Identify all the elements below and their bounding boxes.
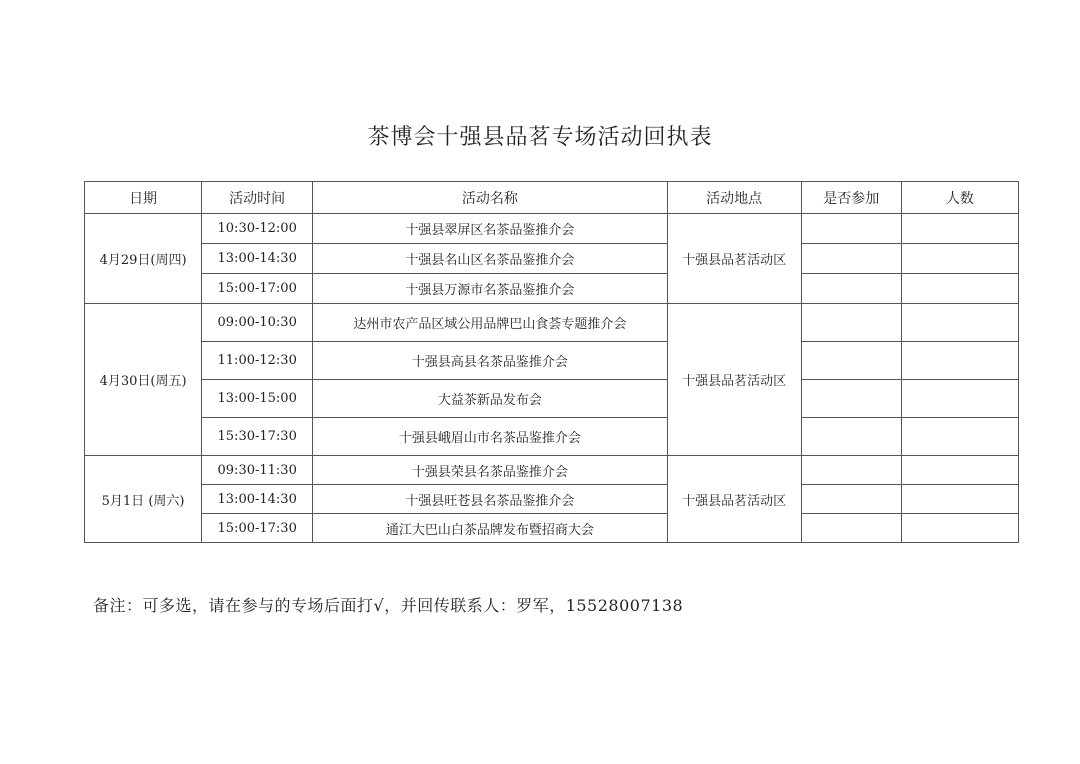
- join-checkbox-cell[interactable]: [801, 456, 901, 485]
- table-row: [85, 418, 1019, 456]
- time-cell: 11:00-12:30: [202, 342, 313, 380]
- join-checkbox-cell[interactable]: [801, 274, 901, 304]
- join-checkbox-cell[interactable]: [801, 304, 901, 342]
- count-input-cell[interactable]: [901, 418, 1018, 456]
- activity-name-cell: 大益茶新品发布会: [313, 380, 667, 418]
- join-checkbox-cell[interactable]: [801, 485, 901, 514]
- count-input-cell[interactable]: [901, 342, 1018, 380]
- time-cell: 13:00-14:30: [202, 244, 313, 274]
- header-place: 活动地点: [667, 182, 801, 214]
- time-cell: 13:00-15:00: [202, 380, 313, 418]
- table-row: [85, 274, 1019, 304]
- count-input-cell[interactable]: [901, 380, 1018, 418]
- table-row: [85, 244, 1019, 274]
- count-input-cell[interactable]: [901, 514, 1018, 543]
- time-cell: 15:00-17:00: [202, 274, 313, 304]
- count-input-cell[interactable]: [901, 304, 1018, 342]
- date-cell: 4月29日(周四): [85, 214, 202, 304]
- join-checkbox-cell[interactable]: [801, 244, 901, 274]
- activity-reply-table: [84, 181, 1019, 543]
- time-cell: 15:30-17:30: [202, 418, 313, 456]
- header-name: 活动名称: [313, 182, 667, 214]
- join-checkbox-cell[interactable]: [801, 514, 901, 543]
- count-input-cell[interactable]: [901, 244, 1018, 274]
- join-checkbox-cell[interactable]: [801, 214, 901, 244]
- activity-name-cell: 十强县峨眉山市名茶品鉴推介会: [313, 418, 667, 456]
- table-row: [85, 380, 1019, 418]
- place-cell: 十强县品茗活动区: [667, 456, 801, 543]
- activity-name-cell: 十强县名山区名茶品鉴推介会: [313, 244, 667, 274]
- time-cell: 15:00-17:30: [202, 514, 313, 543]
- table-row: [85, 342, 1019, 380]
- activity-name-cell: 十强县旺苍县名茶品鉴推介会: [313, 485, 667, 514]
- activity-name-cell: 十强县翠屏区名茶品鉴推介会: [313, 214, 667, 244]
- time-cell: 09:30-11:30: [202, 456, 313, 485]
- remark-note: 备注：可多选，请在参与的专场后面打√，并回传联系人：罗军，15528007138: [93, 596, 684, 615]
- place-cell: 十强县品茗活动区: [667, 214, 801, 304]
- header-date: 日期: [85, 182, 202, 214]
- activity-name-cell: 通江大巴山白茶品牌发布暨招商大会: [313, 514, 667, 543]
- table-row: [85, 304, 1019, 342]
- time-cell: 09:00-10:30: [202, 304, 313, 342]
- count-input-cell[interactable]: [901, 485, 1018, 514]
- time-cell: 13:00-14:30: [202, 485, 313, 514]
- table-row: [85, 514, 1019, 543]
- table-row: [85, 485, 1019, 514]
- table-row: [85, 214, 1019, 244]
- table-header-row: [85, 182, 1019, 214]
- header-count: 人数: [901, 182, 1018, 214]
- count-input-cell[interactable]: [901, 214, 1018, 244]
- place-cell: 十强县品茗活动区: [667, 304, 801, 456]
- count-input-cell[interactable]: [901, 456, 1018, 485]
- header-join: 是否参加: [801, 182, 901, 214]
- activity-name-cell: 十强县高县名茶品鉴推介会: [313, 342, 667, 380]
- date-cell: 4月30日(周五): [85, 304, 202, 456]
- page-title: 茶博会十强县品茗专场活动回执表: [367, 125, 713, 150]
- time-cell: 10:30-12:00: [202, 214, 313, 244]
- table-row: [85, 456, 1019, 485]
- header-time: 活动时间: [202, 182, 313, 214]
- join-checkbox-cell[interactable]: [801, 380, 901, 418]
- activity-name-cell: 十强县荣县名茶品鉴推介会: [313, 456, 667, 485]
- join-checkbox-cell[interactable]: [801, 342, 901, 380]
- date-cell: 5月1日 (周六): [85, 456, 202, 543]
- count-input-cell[interactable]: [901, 274, 1018, 304]
- activity-name-cell: 十强县万源市名茶品鉴推介会: [313, 274, 667, 304]
- activity-name-cell: 达州市农产品区域公用品牌巴山食荟专题推介会: [313, 304, 667, 342]
- join-checkbox-cell[interactable]: [801, 418, 901, 456]
